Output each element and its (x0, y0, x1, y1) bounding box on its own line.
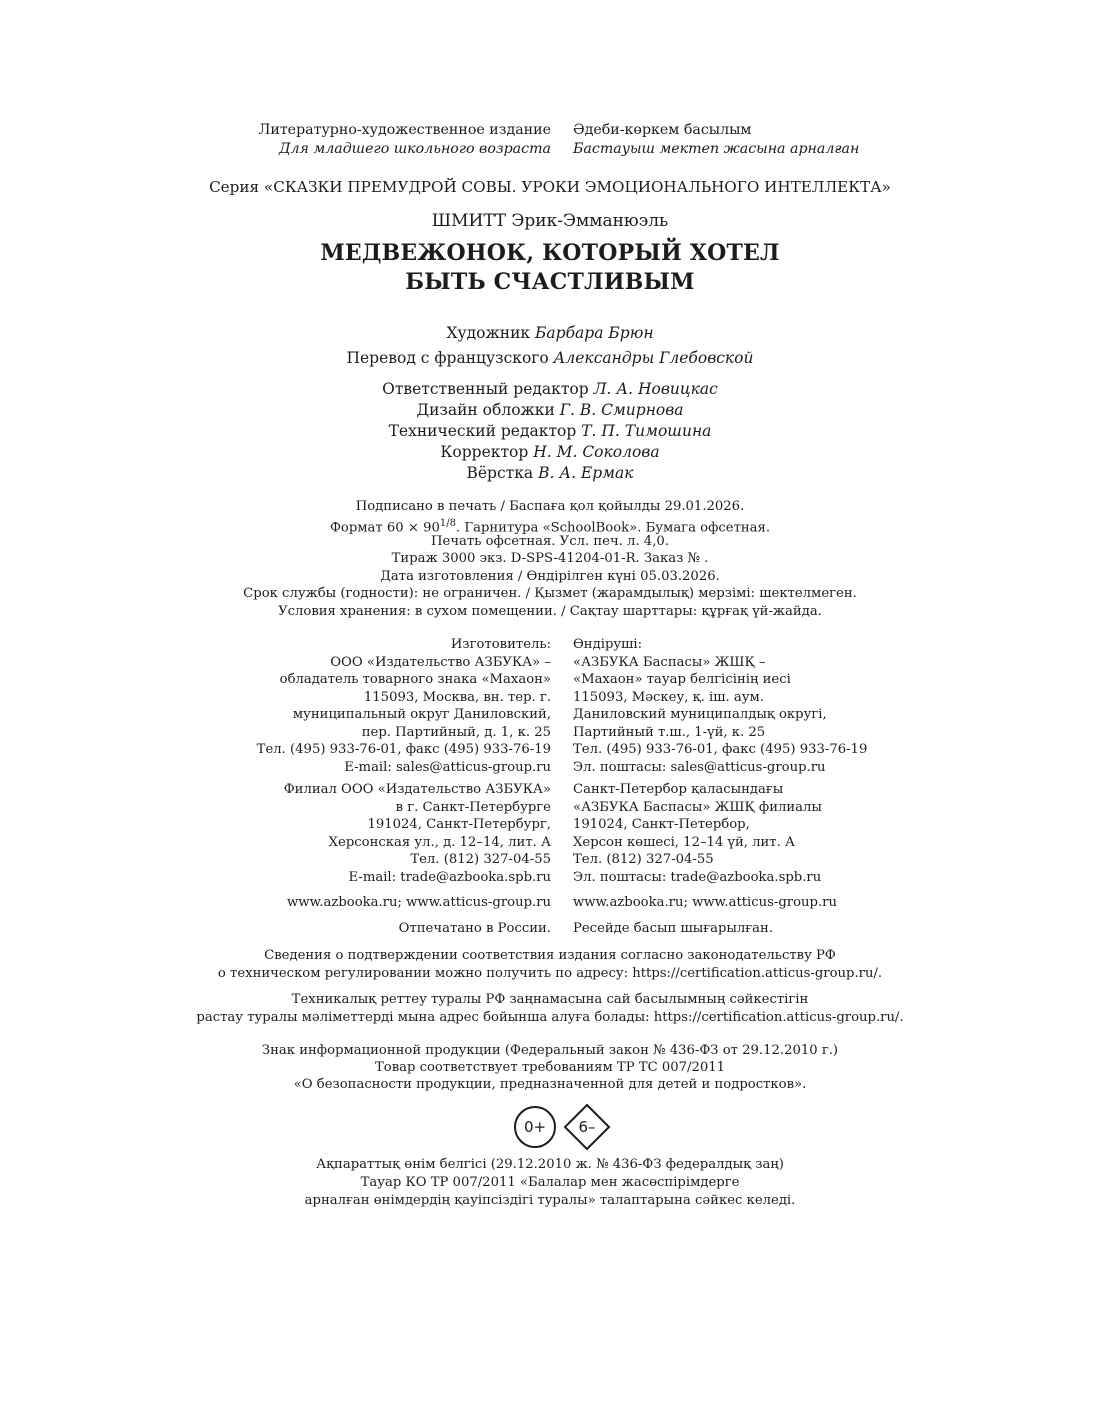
branch-ru-block (284, 781, 551, 886)
branch-ru-line: в г. Санкт-Петербурге (395, 799, 551, 815)
manufacturer-ru-line: обладатель товарного знака «Махаон» (279, 672, 551, 687)
manufacturer-kz-line: Тел. (495) 933-76-01, факс (495) 933-76-19 (573, 742, 868, 757)
staff-name: Н. М. Соколова (533, 443, 660, 461)
branch-kz-line: Херсон көшесі, 12–14 үй, лит. А (573, 834, 795, 850)
branch-kz-line: Санкт-Петербор қаласындағы (573, 782, 784, 797)
manufacturer-ru-line: пер. Партийный, д. 1, к. 25 (361, 724, 551, 740)
edition-type-ru: Литературно-художественное издание (258, 122, 551, 138)
translator-credit (0, 348, 1100, 369)
book-title-line-1: МЕДВЕЖОНОК, КОТОРЫЙ ХОТЕЛ (320, 240, 780, 266)
staff-name: Л. А. Новицкас (593, 380, 718, 398)
manufacturer-kz-line: «Махаон» тауар белгісінің иесі (573, 672, 791, 687)
cert-kz-line: растау туралы мәліметтерді мына адрес бойынша алуға болады: https://certification.atticus-group.ru/. (196, 1010, 904, 1025)
staff-name: Г. В. Смирнова (559, 401, 684, 419)
manufacturer-kz-line: Партийный т.ш., 1-үй, к. 25 (573, 724, 766, 740)
branch-ru-line: 191024, Санкт-Петербург, (367, 817, 551, 832)
branch-kz-line: Тел. (812) 327-04-55 (573, 852, 714, 867)
branch-kz-line: 191024, Санкт-Петербор, (573, 817, 750, 832)
staff-role: Корректор (440, 443, 534, 461)
staff-role: Технический редактор (388, 422, 582, 440)
branch-kz-block (573, 781, 822, 886)
translator-label: Перевод с французского (346, 349, 554, 367)
manufacturer-ru-block (257, 636, 551, 776)
series-line: Серия «СКАЗКИ ПРЕМУДРОЙ СОВЫ. УРОКИ ЭМОЦИОНАЛЬНОГО ИНТЕЛЛЕКТА» (209, 178, 891, 196)
manufacturer-kz-line: Өндіруші: (573, 637, 643, 652)
branch-ru-line: Херсонская ул., д. 12–14, лит. А (328, 834, 551, 850)
manufacturer-ru-line: E-mail: sales@atticus-group.ru (344, 759, 551, 775)
staff-credit (0, 463, 1100, 484)
websites-kz[interactable]: www.azbooka.ru; www.atticus-group.ru (573, 895, 837, 910)
translator-name: Александры Глебовской (553, 349, 754, 367)
print-date: Дата изготовления / Өндірілген күні 05.03.2026. (380, 569, 720, 584)
manufacturer-kz-line: 115093, Мәскеу, қ. іш. аум. (573, 689, 764, 705)
staff-name: В. А. Ермак (538, 464, 634, 482)
manufacturer-ru-line: Тел. (495) 933-76-01, факс (495) 933-76-19 (256, 742, 551, 757)
info-kz-line: Тауар КО ТР 007/2011 «Балалар мен жасөспірімдерге (360, 1175, 740, 1190)
print-signed: Подписано в печать / Баспаға қол қойылды 29.01.2026. (355, 499, 745, 514)
manufacturer-ru-line: ООО «Издательство АЗБУКА» – (330, 654, 551, 670)
edition-type-kz: Әдеби-көркем басылым (573, 122, 752, 138)
manufacturer-kz-line: «АЗБУКА Баспасы» ЖШҚ – (573, 654, 766, 670)
age-badge-diamond-label: 6– (578, 1118, 596, 1136)
manufacturer-kz-line: Даниловский муниципалдық округі, (573, 707, 827, 722)
manufacturer-kz-line: Эл. поштасы: sales@atticus-group.ru (573, 759, 826, 775)
age-rating-badges (511, 1102, 611, 1152)
staff-role: Вёрстка (466, 464, 539, 482)
printed-in-kz: Ресейде басып шығарылған. (573, 921, 774, 936)
manufacturer-ru-line: 115093, Москва, вн. тер. г. (363, 689, 551, 705)
staff-credit (0, 379, 1100, 400)
info-ru-line: Товар соответствует требованиям ТР ТС 007/2011 (374, 1060, 726, 1075)
info-ru-line: Знак информационной продукции (Федеральный закон № 436-ФЗ от 29.12.2010 г.) (261, 1043, 839, 1058)
staff-credit (0, 421, 1100, 442)
manufacturer-ru-line: муниципальный округ Даниловский, (292, 707, 551, 722)
branch-ru-line: Тел. (812) 327-04-55 (410, 852, 551, 867)
cert-ru-line: о техническом регулировании можно получить по адресу: https://certification.atticus-group.ru/. (217, 966, 883, 981)
illustrator-name: Барбара Брюн (535, 324, 654, 342)
printed-in-ru: Отпечатано в России. (398, 921, 551, 936)
format-rest: . Гарнитура «SchoolBook». Бумага офсетная. (455, 520, 771, 536)
info-kz-line: арналған өнімдердің қауіпсіздігі туралы» талаптарына сәйкес келеді. (304, 1193, 796, 1208)
staff-credit (0, 400, 1100, 421)
info-ru-line: «О безопасности продукции, предназначенной для детей и подростков». (293, 1077, 807, 1092)
websites-ru[interactable]: www.azbooka.ru; www.atticus-group.ru (287, 895, 551, 910)
print-printing: Печать офсетная. Усл. печ. л. 4,0. (431, 534, 669, 549)
format-fraction: 1/8 (439, 518, 456, 529)
info-kz-line: Ақпараттық өнім белгісі (29.12.2010 ж. № 436-ФЗ федералдық заң) (316, 1157, 784, 1172)
edition-age-ru: Для младшего школьного возраста (278, 141, 551, 157)
manufacturer-ru-line: Изготовитель: (450, 637, 551, 652)
edition-age-kz: Бастауыш мектеп жасына арналған (573, 141, 860, 157)
staff-role: Ответственный редактор (382, 380, 594, 398)
branch-kz-line: «АЗБУКА Баспасы» ЖШҚ филиалы (573, 799, 822, 815)
staff-role: Дизайн обложки (416, 401, 560, 419)
print-storage: Условия хранения: в сухом помещении. / Сақтау шарттары: құрғақ үй-жайда. (278, 604, 822, 619)
staff-name: Т. П. Тимошина (581, 422, 712, 440)
age-badge-diamond (563, 1103, 611, 1151)
cert-ru-line: Сведения о подтверждении соответствия издания согласно законодательству РФ (264, 948, 836, 963)
print-run: Тираж 3000 экз. D-SPS-41204-01-R. Заказ № . (391, 551, 709, 566)
age-badge-circle: 0+ (514, 1106, 556, 1148)
print-service-life: Срок службы (годности): не ограничен. / Қызмет (жарамдылық) мерзімі: шектелмеген. (243, 586, 857, 601)
author-name: ШМИТТ Эрик-Эмманюэль (431, 211, 669, 231)
branch-kz-line: Эл. поштасы: trade@azbooka.spb.ru (573, 869, 822, 885)
branch-ru-line: E-mail: trade@azbooka.spb.ru (348, 869, 551, 885)
cert-kz-line: Техникалық реттеу туралы РФ заңнамасына сай басылымның сәйкестігін (291, 992, 809, 1007)
illustrator-label: Художник (446, 324, 536, 342)
book-title-line-2: БЫТЬ СЧАСТЛИВЫМ (405, 269, 695, 295)
format-size: Формат 60 × 90 (329, 520, 440, 536)
branch-ru-line: Филиал ООО «Издательство АЗБУКА» (283, 782, 551, 797)
illustrator-credit (0, 323, 1100, 344)
manufacturer-kz-block (573, 636, 867, 776)
staff-credit (0, 442, 1100, 463)
